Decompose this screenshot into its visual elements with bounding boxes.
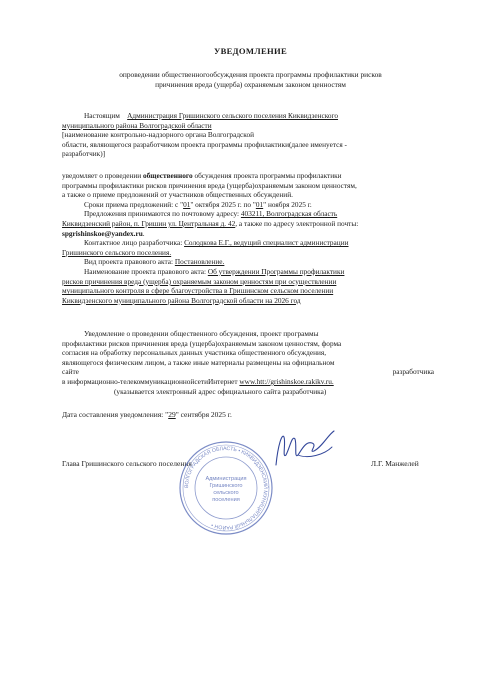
- intro-paragraph: [62, 111, 438, 159]
- official-seal: [178, 440, 274, 536]
- seal-text-4: поселения: [212, 497, 240, 503]
- bracket-note-2: области, являющегося разработчиком проекта программы профилактики(далее именуется -: [62, 139, 347, 149]
- website-line: в информационно-телекоммуникационнойсетиИнтернет www.htt://grishinskoe.rakikv.ru.: [62, 376, 334, 386]
- signatory-name: Л.Г. Манжелей: [371, 459, 419, 468]
- organization-name-cont: муниципального района Волгоградской области: [62, 120, 212, 130]
- publication-paragraph: [62, 329, 438, 396]
- bracket-note-1: [наименование контрольно-надзорного органа Волгоградской: [62, 130, 255, 140]
- handwritten-signature: [268, 425, 340, 475]
- seal-text-1: Администрация: [205, 476, 247, 482]
- document-title: УВЕДОМЛЕНИЕ: [213, 46, 287, 56]
- contact-line: Контактное лицо разработчика: Солодкова Е.Г., ведущий специалист администрации: [84, 238, 349, 248]
- act-name-cont-3: Киквидзенского муниципального района Волгоградской области на 2026 год: [62, 295, 301, 305]
- publication-line-4: являющегося физическим лицом, а также иные материалы размещены на официальном: [62, 357, 335, 367]
- website-link[interactable]: www.htt://grishinskoe.rakikv.ru.: [239, 376, 334, 386]
- contact-line-cont: Гришинского сельского поселения.: [62, 247, 172, 257]
- deadline-line: Сроки приема предложений: с "01" октября 2025 г. по "01" ноября 2025 г.: [84, 199, 312, 209]
- publication-line-1: Уведомление о проведении общественного обсуждения, проект программы: [84, 329, 319, 338]
- publication-line-3: согласия на обработку персональных данных участника общественного обсуждения,: [62, 348, 327, 358]
- email-address: spgrishinskoe@yandex.ru: [62, 228, 143, 238]
- act-name-line: Наименование проекта правового акта: Об утверждении Программы профилактики: [84, 266, 345, 276]
- website-note: (указывается электронный адрес официального сайта разработчика): [114, 386, 327, 396]
- seal-ring-text: ВОЛГОГРАДСКАЯ ОБЛАСТЬ • КИКВИДЗЕНСКИЙ МУНИЦИПАЛЬНЫЙ РАЙОН •: [183, 445, 269, 531]
- publication-line-5: сайте разработчика: [62, 367, 434, 377]
- subtitle-line-2: причинения вреда (ущерба) охраняемым законом ценностям: [155, 80, 346, 89]
- organization-name: Администрация Гришинского сельского поселения Киквидзенского: [127, 111, 339, 120]
- email-line: spgrishinskoe@yandex.ru.: [62, 228, 145, 238]
- document-subtitle: [80, 70, 421, 90]
- act-name-cont-1: рисков причинения вреда (ущерба) охраняемым законом ценностям при осуществлении: [62, 276, 337, 286]
- postal-address-cont: Киквидзенский район, п. Гришин ул. Центральная д. 42, а также по адресу электронной почты:: [62, 218, 359, 228]
- seal-text-3: сельского: [213, 490, 239, 496]
- publication-line-2: профилактики рисков причинения вреда (ущерба)охраняемым законом ценностям, форма: [62, 338, 342, 348]
- seal-text-2: Гришинского: [209, 483, 243, 489]
- subtitle-line-1: опроведении общественногообсуждения проекта программы профилактики рисков: [119, 70, 382, 79]
- notice-line-2: программы профилактики рисков причинения вреда (ущерба)охраняемым законом ценностям,: [62, 180, 357, 190]
- act-name-cont-2: муниципального контроля в сфере благоустройства в Гришинском сельском поселении: [62, 286, 334, 296]
- intro-line-1: [62, 111, 438, 121]
- postal-address-line: Предложения принимаются по почтовому адресу: 403211, Волгоградская область: [84, 209, 338, 219]
- notice-line-1: уведомляет о проведении общественного обсуждения проекта программы профилактики: [62, 171, 342, 180]
- notice-line-3: а также о приеме предложений от участников общественных обсуждений.: [62, 190, 293, 200]
- creation-date: Дата составления уведомления: "29" сентября 2025 г.: [62, 410, 232, 419]
- notice-paragraph: [62, 171, 438, 305]
- bracket-note-3: разработчик)]: [62, 149, 106, 159]
- signatory-title: Глава Гришинского сельского поселения: [62, 459, 192, 468]
- intro-lead: Настоящим: [84, 111, 120, 120]
- act-type-line: Вид проекта правового акта: Постановление.: [84, 257, 225, 267]
